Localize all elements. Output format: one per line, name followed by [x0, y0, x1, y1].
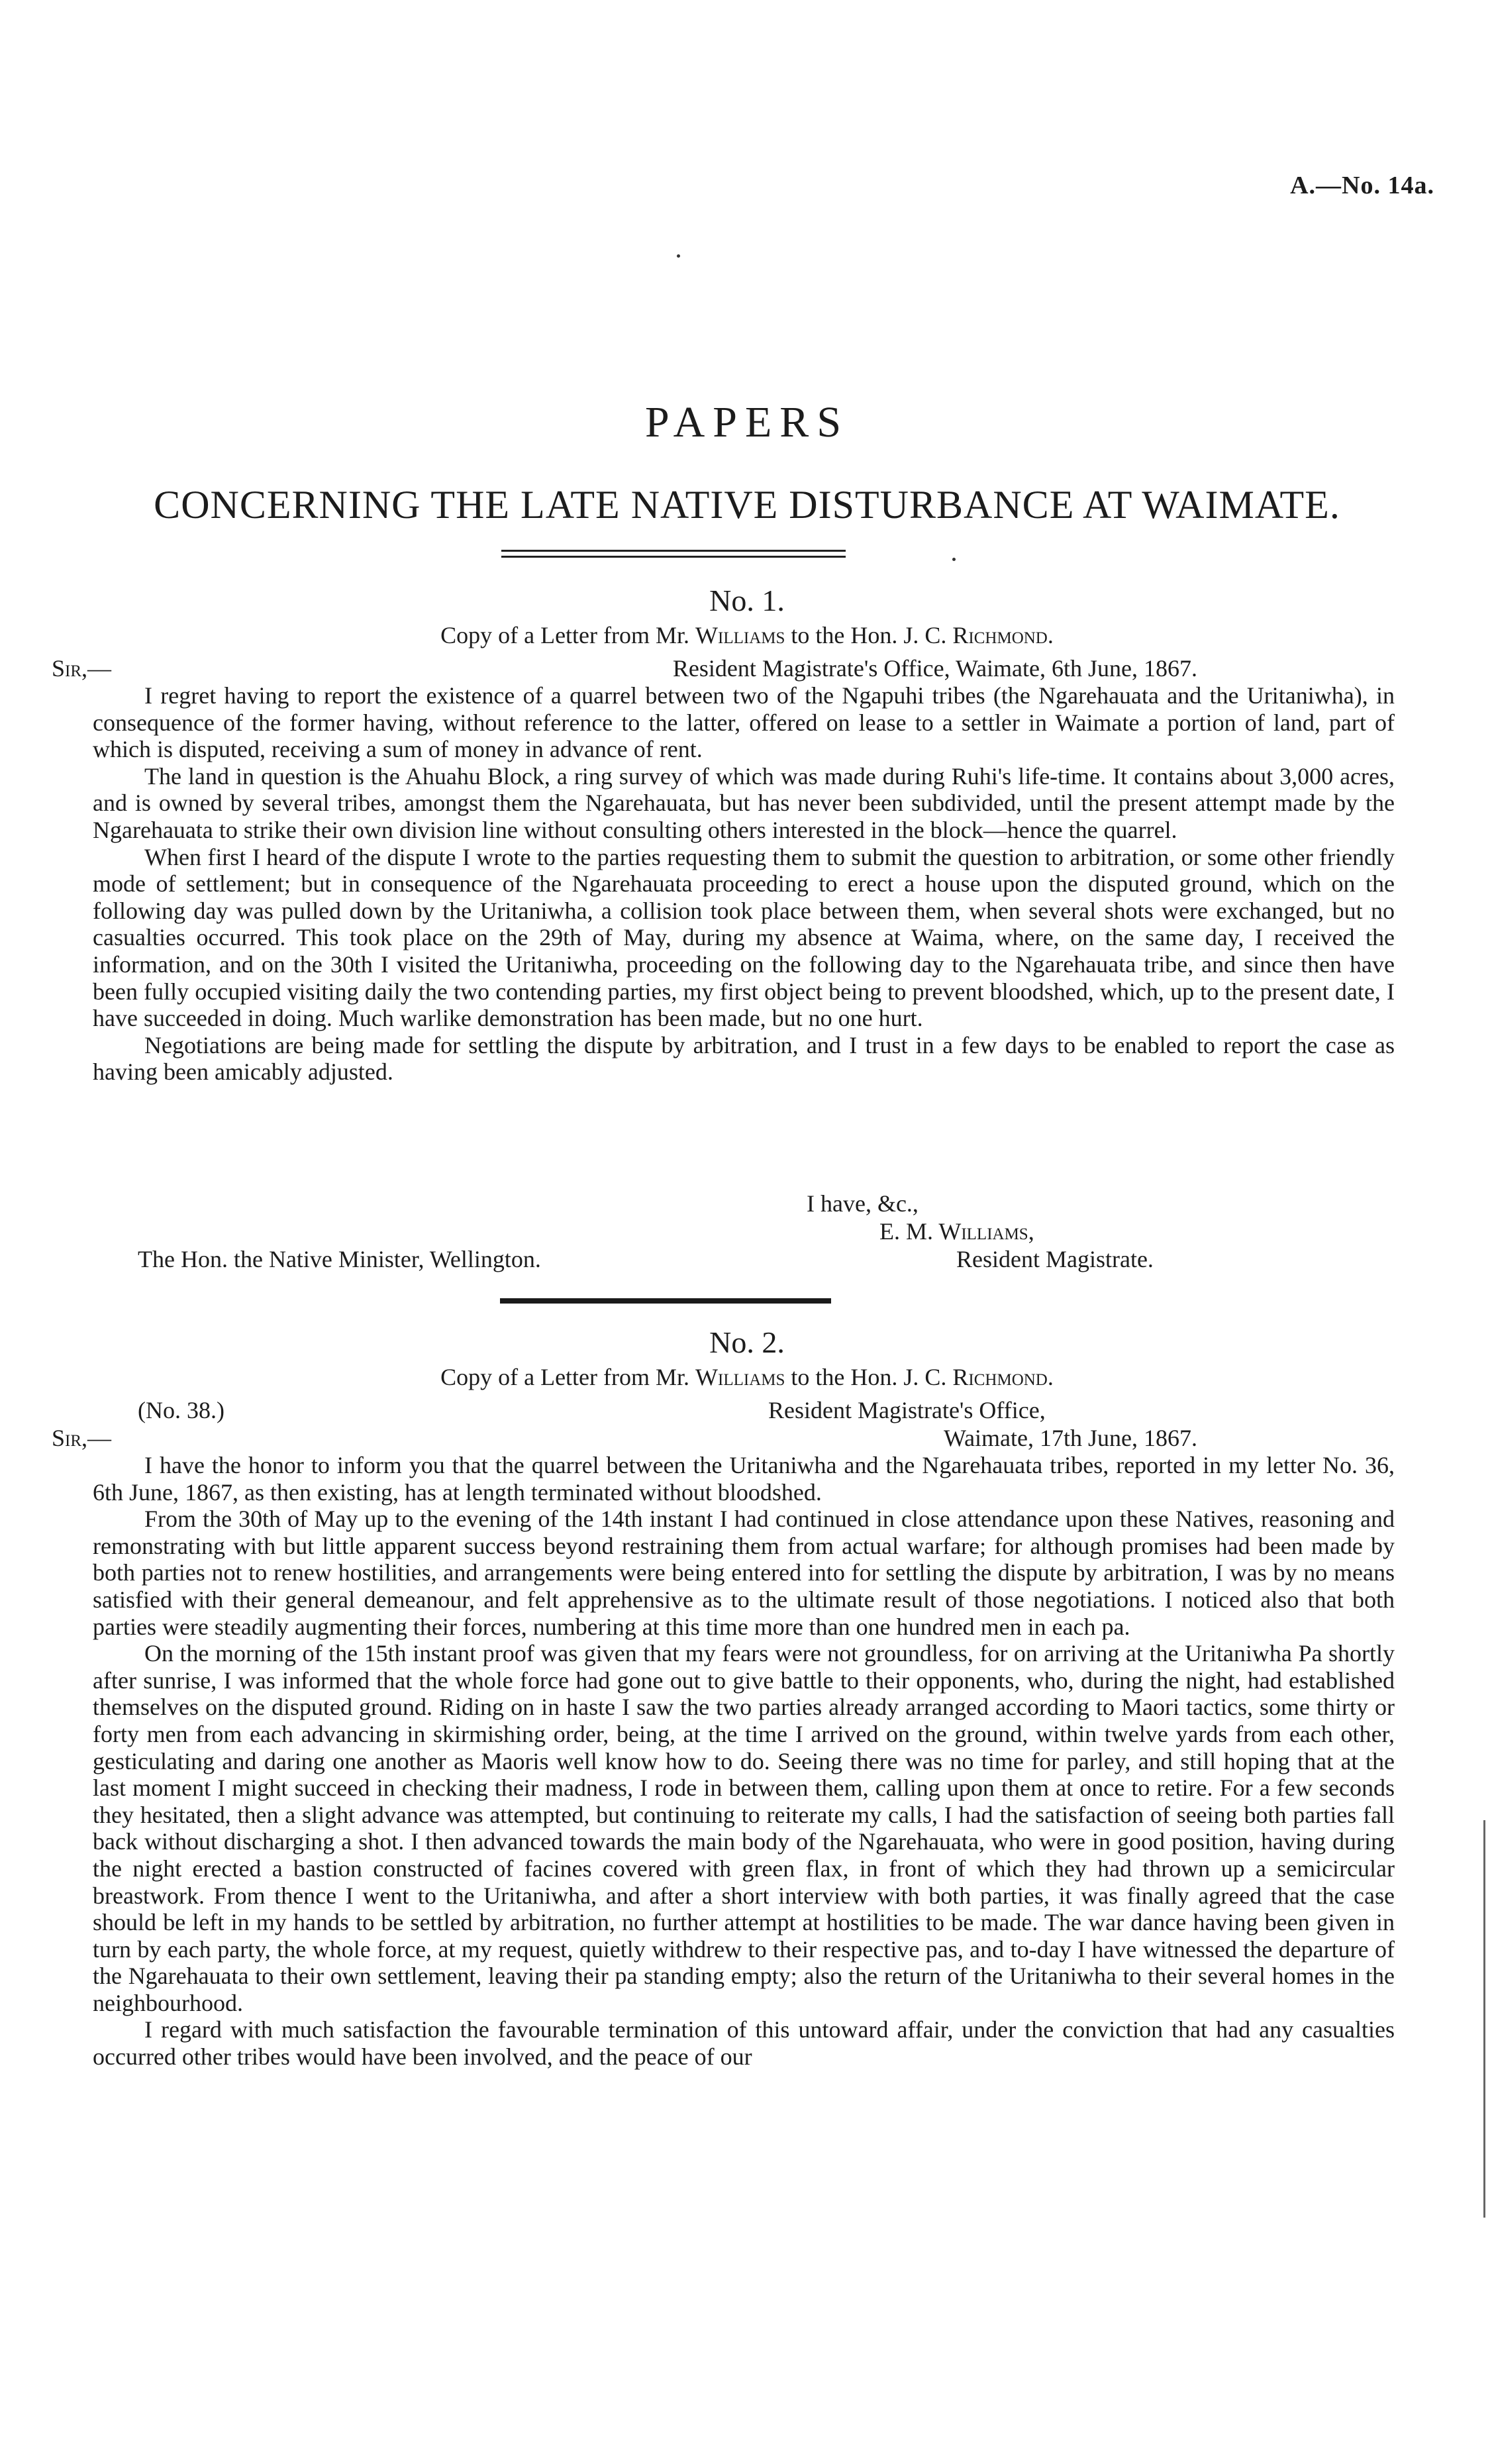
letter2-salutation: Sir,— — [52, 1425, 112, 1451]
scan-edge-mark — [1483, 1820, 1485, 2218]
letter2-paragraph: On the morning of the 15th instant proof was given that my fears were not groundless, for on arriving at the Uritaniwha Pa shortly after sunrise, I was informed that the whole force had gone out to give battle to their opponents, who, during the night, had established themselves on the disputed ground. Riding on in haste I saw the two parties already arranged according to Maori tactics, some thirty or forty men from each advancing in skirmishing order, being, at the time I arrived on the ground, within twelve yards from each other, gesticulating and daring one another as Maoris well know how to do. Seeing there was no time for parley, and still hoping that at the last moment I might succeed in checking their madness, I rode in between them, calling upon them at once to retire. For a few seconds they hesitated, then a slight advance was attempted, but continuing to reiterate my calls, I had the satisfaction of seeing both parties fall back without discharging a shot. I then advanced towards the main body of the Ngarehauata, who were in good position, having during the night erected a bastion constructed of facines covered with green flax, in front of which they had thrown up a semicircular breastwork. From thence I went to the Uritaniwha, and after a short interview with both parties, it was finally agreed that the case should be left in my hands to be settled by arbitration, no further attempt at hostilities to be made. The war dance having been given in turn by each party, the whole force, at my request, quietly withdrew to their respective pas, and to-day I have witnessed the departure of the Ngarehauata to their own settlement, leaving their pa standing empty; also the return of the Uritaniwha to their several homes in the neighbourhood. — [93, 1640, 1395, 2016]
to-name: Richmond. — [952, 1364, 1054, 1390]
copy-mid: to the Hon. J. C. — [791, 622, 947, 648]
print-speck — [677, 254, 680, 258]
letter-divider — [500, 1298, 831, 1304]
letter1-copy-line — [0, 621, 1494, 649]
letter1-paragraph: The land in question is the Ahuahu Block, a ring survey of which was made during Ruhi's life-time. It contains about 3,000 acres, and is owned by several tribes, amongst them the Ngarehauata, but has never been subdivided, until the present attempt made by the Ngarehauata to strike their own division line without consulting others interested in the block—hence the quarrel. — [93, 762, 1395, 843]
document-reference: A.—No. 14a. — [1290, 172, 1434, 199]
letter2-paragraph: I have the honor to inform you that the quarrel between the Uritaniwha and the Ngarehauata tribes, reported in my letter No. 36, 6th June, 1867, as then existing, has at length terminated without bloodshed. — [93, 1452, 1395, 1506]
copy-prefix: Copy of a Letter from Mr. — [440, 622, 690, 648]
copy-mid: to the Hon. J. C. — [791, 1364, 947, 1390]
from-name: Williams — [695, 1364, 785, 1390]
letter2-date: Waimate, 17th June, 1867. — [943, 1425, 1197, 1451]
letter1-body — [93, 682, 1395, 1086]
page-subtitle: CONCERNING THE LATE NATIVE DISTURBANCE AT WAIMATE. — [154, 483, 1340, 527]
copy-prefix: Copy of a Letter from Mr. — [440, 1364, 690, 1390]
print-speck — [952, 558, 956, 561]
from-name: Williams — [695, 622, 785, 648]
letter2-number: No. 2. — [709, 1325, 785, 1359]
letter1-closing: I have, &c., — [807, 1190, 919, 1217]
letter1-paragraph: When first I heard of the dispute I wrote to the parties requesting them to submit the question to arbitration, or some other friendly mode of settlement; but in consequence of the Ngarehauata proceeding to erect a house upon the disputed ground, which on the following day was pulled down by the Uritaniwha, a collision took place between them, when several shots were exchanged, but no casualties occurred. This took place on the 29th of May, during my absence at Waima, where, on the same day, I received the information, and on the 30th I visited the Uritaniwha, proceeding on the following day to the Ngarehauata tribe, and since then have been fully occupied visiting daily the two contending parties, my first object being to prevent bloodshed, which, up to the present date, I have succeeded in doing. Much warlike demonstration has been made, but no one hurt. — [93, 843, 1395, 1032]
letter2-paragraph: From the 30th of May up to the evening of the 14th instant I had continued in close attendance upon these Natives, reasoning and remonstrating with but little apparent success beyond restraining them from actual warfare; for although promises had been made by both parties not to renew hostilities, and arrangements were being entered into for settling the dispute by arbitration, I was by no means satisfied with their general demeanour, and felt apprehensive as to the ultimate result of those negotiations. I noticed also that both parties were steadily augmenting their forces, numbering at this time more than one hundred men in each pa. — [93, 1506, 1395, 1640]
letter2-body — [93, 1452, 1395, 2071]
letter1-number: No. 1. — [709, 584, 785, 617]
letter1-paragraph: I regret having to report the existence of a quarrel between two of the Ngapuhi tribes (the Ngarehauata and the Uritaniwha), in consequence of the former having, without reference to the latter, offered on lease to a settler in Waimate a portion of land, part of which is disputed, receiving a sum of money in advance of rent. — [93, 682, 1395, 763]
letter1-salutation: Sir,— — [52, 655, 112, 682]
letter1-addressee: The Hon. the Native Minister, Wellington. — [138, 1246, 541, 1272]
letter1-signature-title: Resident Magistrate. — [956, 1246, 1154, 1272]
letter2-paragraph: I regard with much satisfaction the favourable termination of this untoward affair, under the conviction that had any casualties occurred other tribes would have been involved, and the peace of our — [93, 2016, 1395, 2071]
letter1-signature: E. M. Williams, — [879, 1218, 1034, 1245]
letter1-paragraph: Negotiations are being made for settling the dispute by arbitration, and I trust in a few days to be enabled to report the case as having been amicably adjusted. — [93, 1031, 1395, 1086]
letter2-address: Resident Magistrate's Office, — [768, 1397, 1046, 1423]
title-divider — [501, 550, 846, 558]
to-name: Richmond. — [952, 622, 1054, 648]
page-title: PAPERS — [644, 398, 850, 446]
letter2-reference-number: (No. 38.) — [138, 1397, 224, 1423]
letter2-copy-line — [0, 1363, 1494, 1391]
letter1-address-date: Resident Magistrate's Office, Waimate, 6th June, 1867. — [672, 655, 1197, 682]
